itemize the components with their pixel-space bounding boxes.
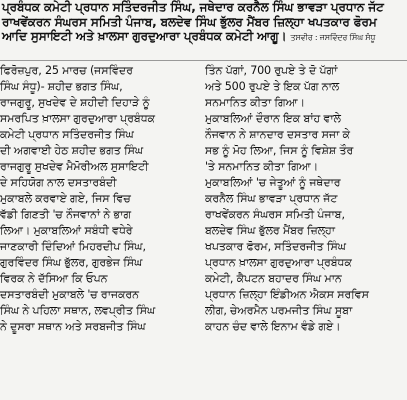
article-line: ਲਿਆ। ਮੁਕਾਬਲਿਆਂ ਸਬੰਧੀ ਵਧੇਰੇ [0,224,133,237]
article-line: ਦੇ ਸਹਿਯੋਗ ਨਾਲ ਦਸਤਾਰਬੰਦੀ [0,176,117,189]
article-line: ਕਰਨੈਲ ਸਿੰਘ ਭਾਵੜਾ ਪ੍ਰਧਾਨ ਜੱਟ [205,192,338,205]
article-line: 'ਤੇ ਸਨਮਾਨਿਤ ਕੀਤਾ ਗਿਆ। [205,160,319,173]
article-line: ਨੌਜਵਾਨ ਨੇ ਸ਼ਾਨਦਾਰ ਦਸਤਾਰ ਸਜਾ ਕੇ [205,128,350,141]
headline-divider [0,60,407,61]
article-column-right [205,63,403,335]
article-line: ਦੀ ਅਗਵਾਈ ਹੇਠ ਸ਼ਹੀਦ ਭਗਤ ਸਿੰਘ [0,144,144,157]
article-line: ਲੀਗ, ਚੇਅਰਮੈਨ ਪਰਮਜੀਤ ਸਿੰਘ ਸੂਬਾ [205,304,353,317]
article-line: ਪ੍ਰਧਾਨ ਜ਼ਿਲ੍ਹਾ ਇੰਡੀਅਨ ਐਕਸ ਸਰਵਿਸ [205,288,369,301]
headline-line-3 [0,29,407,46]
article-line: ਸਨਮਾਨਿਤ ਕੀਤਾ ਗਿਆ। [205,96,305,109]
headline-block [0,0,407,46]
article-line: ਫਿਰੋਜ਼ਪੁਰ, 25 ਮਾਰਚ (ਜਸਵਿੰਦਰ [0,64,133,77]
article-line: ਖਪਤਕਾਰ ਫੋਰਮ, ਸਤਿੰਦਰਜੀਤ ਸਿੰਘ [205,240,346,253]
article-line: ਮੁਕਾਬਲਿਆਂ ਦੌਰਾਨ ਇਕ ਬਾਂਹ ਵਾਲੇ [205,112,341,125]
article-line: ਸਭ ਨੂੰ ਮੋਹ ਲਿਆ, ਜਿਸ ਨੂੰ ਵਿਸ਼ੇਸ਼ ਤੌਰ [205,144,354,157]
article-line: ਗੁਰਵਿੰਦਰ ਸਿੰਘ ਭੁੱਲਰ, ਗੁਰਭੇਜ ਸਿੰਘ [0,256,143,269]
article-line: ਅਤੇ 500 ਰੁਪਏ ਤੇ ਇਕ ਪੱਗ ਨਾਲ [205,80,340,93]
headline-line-2: ਰਾਖਵੇਂਕਰਨ ਸੰਘਰਸ ਸਮਿਤੀ ਪੰਜਾਬ, ਬਲਦੇਵ ਸਿੰਘ ਭੁੱਲਰ ਮੈਂਬਰ ਜ਼ਿਲ੍ਹਾ ਖਪਤਕਾਰ ਫੋਰਮ [2,14,377,29]
article-line: ਵੱਡੀ ਗਿਣਤੀ 'ਚ ਨੌਜਵਾਨਾਂ ਨੇ ਭਾਗ [0,208,131,221]
article-line: ਮੁਕਾਬਲਿਆਂ 'ਚ ਜੇਤੂਆਂ ਨੂੰ ਜਥੇਦਾਰ [205,176,341,189]
article-line: ਦਸਤਾਰਬੰਦੀ ਮੁਕਾਬਲੇ 'ਚ ਰਾਜਕਰਨ [0,288,139,301]
article-line: ਪ੍ਰਧਾਨ ਖ਼ਾਲਸਾ ਗੁਰਦੁਆਰਾ ਪ੍ਰਬੰਧਕ [205,256,352,269]
article-line: ਤਿੰਨ ਪੱਗਾਂ, 700 ਰੁਪਏ ਤੇ ਦੋ ਪੱਗਾਂ [205,64,338,77]
headline-line-3-text: ਆਦਿ ਸੁਸਾਇਟੀ ਅਤੇ ਖ਼ਾਲਸਾ ਗੁਰਦੁਆਰਾ ਪ੍ਰਬੰਧਕ ਕਮੇਟੀ ਆਗੂ। [2,29,287,43]
headline-line-1: ਪ੍ਰਬੰਧਕ ਕਮੇਟੀ ਪ੍ਰਧਾਨ ਸਤਿੰਦਰਜੀਤ ਸਿੰਘ, ਜਥੇਦਾਰ ਕਰਨੈਲ ਸਿੰਘ ਭਾਵੜਾ ਪ੍ਰਧਾਨ ਜੱਟ [2,0,384,14]
article-line: ਸਿੰਘ ਸੰਧੂ)- ਸ਼ਹੀਦ ਭਗਤ ਸਿੰਘ, [0,80,123,93]
article-line: ਬਲਦੇਵ ਸਿੰਘ ਭੁੱਲਰ ਮੈਂਬਰ ਜ਼ਿਲ੍ਹਾ [205,224,335,237]
article-line: ਮੁਕਾਬਲੇ ਕਰਵਾਏ ਗਏ, ਜਿਸ ਵਿਚ [0,192,131,205]
article-line: ਰਾਜਗੁਰੂ, ਸੁਖਦੇਵ ਦੇ ਸ਼ਹੀਦੀ ਦਿਹਾੜੇ ਨੂੰ [0,96,150,109]
article-line: ਰਾਜਗੁਰੂ ਸੁਖਦੇਵ ਮੈਮੋਰੀਅਲ ਸੁਸਾਇਟੀ [0,160,149,173]
article-line: ਰਾਖਵੇਂਕਰਨ ਸੰਘਰਸ ਸਮਿਤੀ ਪੰਜਾਬ, [205,208,345,221]
article-line: ਕਾਹਨ ਚੰਦ ਵਾਲੇ ਇਨਾਮ ਵੰਡੇ ਗਏ। [205,320,341,333]
article-line: ਸਿੰਘ ਨੇ ਪਹਿਲਾ ਸਥਾਨ, ਲਵਪ੍ਰੀਤ ਸਿੰਘ [0,304,156,317]
photo-credit: ਤਸਵੀਰ : ਜਸਵਿੰਦਰ ਸਿੰਘ ਸੰਧੂ [290,33,376,42]
article-line: ਕਮੇਟੀ, ਕੈਪਟਨ ਬਹਾਦਰ ਸਿੰਘ ਮਾਨ [205,272,342,285]
article-line: ਸਮਰਪਿਤ ਖ਼ਾਲਸਾ ਗੁਰਦੁਆਰਾ ਪ੍ਰਬੰਧਕ [0,112,155,125]
article-line: ਵਿਰਕ ਨੇ ਦੱਸਿਆ ਕਿ ਓਪਨ [0,272,108,285]
article-line: ਨੇ ਦੂਸਰਾ ਸਥਾਨ ਅਤੇ ਸਰਬਜੀਤ ਸਿੰਘ [0,320,146,333]
article-line: ਜਾਣਕਾਰੀ ਦਿੰਦਿਆਂ ਮਿਹਰਦੀਪ ਸਿੰਘ, [0,240,146,253]
article-column-left [0,63,198,335]
article-line: ਕਮੇਟੀ ਪ੍ਰਧਾਨ ਸਤਿੰਦਰਜੀਤ ਸਿੰਘ [0,128,134,141]
